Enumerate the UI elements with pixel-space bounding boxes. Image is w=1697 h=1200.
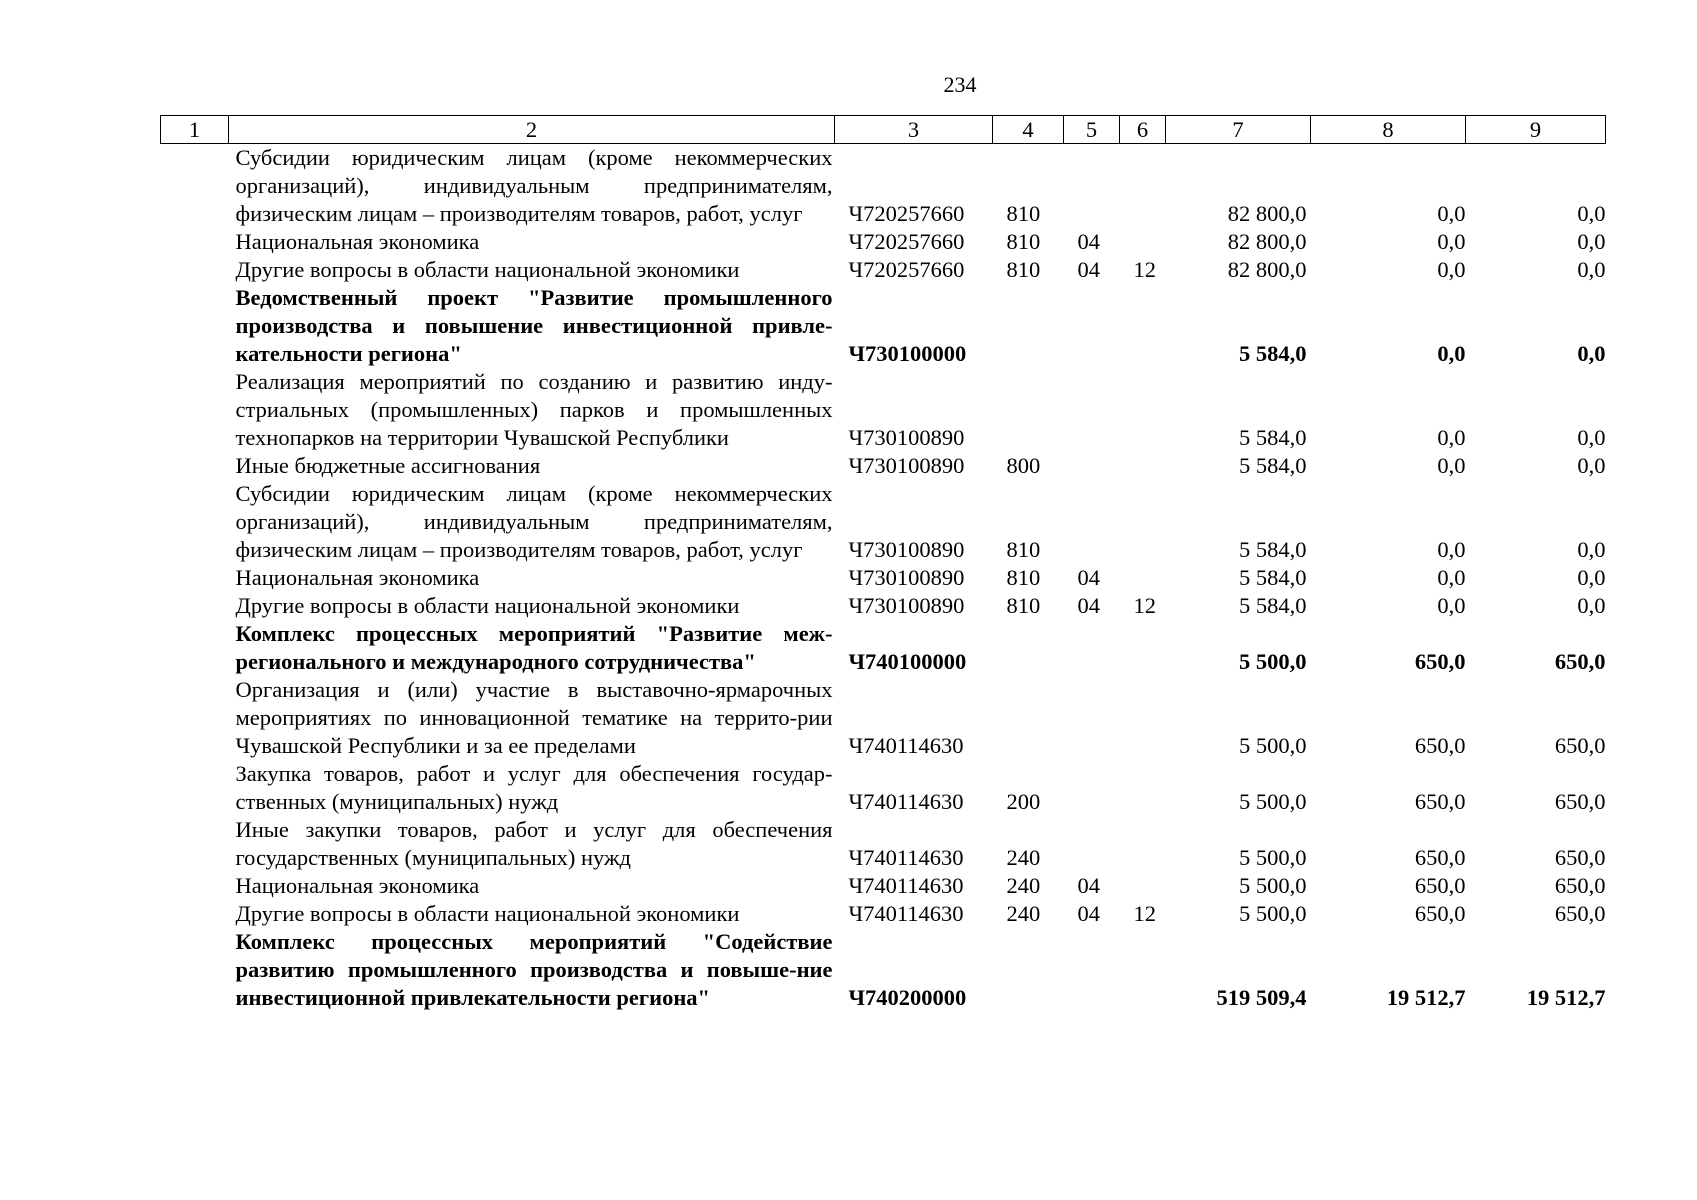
- row-section: [1064, 760, 1120, 816]
- row-subsection: [1120, 564, 1166, 592]
- row-amount-col-9: 0,0: [1577, 565, 1606, 590]
- row-amount-col-9: 650,0: [1554, 901, 1606, 926]
- header-col-7: 7: [1166, 116, 1311, 144]
- header-col-5: 5: [1064, 116, 1120, 144]
- row-expense-type: 240: [1006, 873, 1041, 898]
- row-name: Национальная экономика: [235, 873, 480, 898]
- row-target-code: Ч730100000: [848, 341, 967, 366]
- row-col-1: [161, 564, 229, 592]
- row-amount-col-8: 650,0: [1414, 733, 1466, 758]
- row-name: Ведомственный проект "Развитие промышленного производства и повышение инвестиционной привле-кательности региона": [235, 285, 833, 366]
- row-subsection: 12: [1133, 901, 1156, 926]
- row-col-1: [161, 676, 229, 760]
- table-body: [161, 144, 1606, 1013]
- row-name: Другие вопросы в области национальной экономики: [235, 593, 740, 618]
- row-target-code: Ч740200000: [848, 985, 967, 1010]
- row-amount-col-7: 519 509,4: [1216, 985, 1307, 1010]
- row-expense-type: 240: [1006, 901, 1041, 926]
- row-amount-col-7: 82 800,0: [1227, 257, 1307, 282]
- page-number: 234: [943, 72, 977, 97]
- row-target-code: Ч730100890: [848, 453, 965, 478]
- row-section: [1064, 368, 1120, 452]
- row-amount-col-9: 19 512,7: [1526, 985, 1606, 1010]
- row-target-code: Ч730100890: [848, 425, 965, 450]
- row-name: Национальная экономика: [235, 565, 480, 590]
- row-amount-col-9: 0,0: [1577, 229, 1606, 254]
- row-expense-type: 810: [1006, 201, 1041, 226]
- row-amount-col-9: 0,0: [1577, 537, 1606, 562]
- row-col-1: [161, 592, 229, 620]
- row-section: [1064, 676, 1120, 760]
- row-expense-type: [993, 620, 1064, 676]
- table-row: [161, 872, 1606, 900]
- row-col-1: [161, 760, 229, 816]
- row-amount-col-8: 650,0: [1414, 789, 1466, 814]
- budget-table-container: [160, 115, 1605, 1012]
- row-section: 04: [1077, 593, 1100, 618]
- row-target-code: Ч720257660: [848, 201, 965, 226]
- row-subsection: [1120, 144, 1166, 229]
- row-amount-col-7: 5 500,0: [1239, 901, 1307, 926]
- row-amount-col-8: 650,0: [1414, 901, 1466, 926]
- table-row: [161, 368, 1606, 452]
- row-amount-col-8: 0,0: [1437, 453, 1466, 478]
- row-amount-col-9: 650,0: [1554, 789, 1606, 814]
- table-row: [161, 284, 1606, 368]
- row-amount-col-8: 0,0: [1437, 229, 1466, 254]
- row-amount-col-7: 5 584,0: [1239, 537, 1307, 562]
- row-amount-col-8: 0,0: [1437, 201, 1466, 226]
- row-amount-col-8: 0,0: [1437, 593, 1466, 618]
- row-col-1: [161, 228, 229, 256]
- row-amount-col-7: 5 584,0: [1239, 565, 1307, 590]
- header-col-4: 4: [993, 116, 1064, 144]
- row-name: Иные бюджетные ассигнования: [235, 453, 541, 478]
- table-row: [161, 480, 1606, 564]
- row-amount-col-9: 0,0: [1577, 341, 1606, 366]
- row-name: Комплекс процессных мероприятий "Содействие развитию промышленного производства и повыше-ние инвестиционной привлекательности региона": [235, 929, 833, 1010]
- header-col-2: 2: [229, 116, 835, 144]
- table-row: [161, 228, 1606, 256]
- header-col-6: 6: [1120, 116, 1166, 144]
- table-row: [161, 760, 1606, 816]
- row-section: [1064, 816, 1120, 872]
- row-name: Субсидии юридическим лицам (кроме некоммерческих организаций), индивидуальным предпринимателям, физическим лицам – производителям товаров, работ, услуг: [235, 145, 833, 226]
- row-subsection: [1120, 760, 1166, 816]
- row-amount-col-8: 0,0: [1437, 257, 1466, 282]
- row-amount-col-7: 5 500,0: [1239, 789, 1307, 814]
- header-col-1: 1: [161, 116, 229, 144]
- row-name: Субсидии юридическим лицам (кроме некоммерческих организаций), индивидуальным предпринимателям, физическим лицам – производителям товаров, работ, услуг: [235, 481, 833, 562]
- row-amount-col-8: 0,0: [1437, 565, 1466, 590]
- row-amount-col-9: 0,0: [1577, 201, 1606, 226]
- row-target-code: Ч720257660: [848, 229, 965, 254]
- row-col-1: [161, 284, 229, 368]
- header-col-8: 8: [1311, 116, 1466, 144]
- row-amount-col-8: 0,0: [1437, 341, 1466, 366]
- row-expense-type: [993, 368, 1064, 452]
- row-col-1: [161, 928, 229, 1012]
- row-name: Комплекс процессных мероприятий "Развитие меж-регионального и международного сотрудничества": [235, 621, 833, 674]
- row-section: [1064, 480, 1120, 564]
- row-amount-col-8: 19 512,7: [1386, 985, 1466, 1010]
- row-amount-col-7: 5 584,0: [1239, 425, 1307, 450]
- row-expense-type: 200: [1006, 789, 1041, 814]
- row-expense-type: 810: [1006, 537, 1041, 562]
- row-amount-col-8: 650,0: [1414, 649, 1466, 674]
- row-name: Национальная экономика: [235, 229, 480, 254]
- row-col-1: [161, 368, 229, 452]
- table-row: [161, 144, 1606, 229]
- row-section: 04: [1077, 257, 1100, 282]
- row-expense-type: 810: [1006, 229, 1041, 254]
- row-name: Реализация мероприятий по созданию и развитию инду-стриальных (промышленных) парков и промышленных технопарков на территории Чувашской Республики: [235, 369, 833, 450]
- row-amount-col-7: 82 800,0: [1227, 229, 1307, 254]
- table-row: [161, 256, 1606, 284]
- row-section: 04: [1077, 565, 1100, 590]
- table-row: [161, 564, 1606, 592]
- table-row: [161, 816, 1606, 872]
- row-amount-col-7: 5 584,0: [1239, 341, 1307, 366]
- row-amount-col-7: 5 584,0: [1239, 593, 1307, 618]
- table-row: [161, 452, 1606, 480]
- header-col-9: 9: [1466, 116, 1606, 144]
- row-amount-col-7: 5 500,0: [1239, 649, 1307, 674]
- row-name: Иные закупки товаров, работ и услуг для обеспечения государственных (муниципальных) нужд: [235, 817, 833, 870]
- row-target-code: Ч740114630: [848, 733, 964, 758]
- row-subsection: 12: [1133, 593, 1156, 618]
- row-amount-col-9: 0,0: [1577, 257, 1606, 282]
- row-section: 04: [1077, 229, 1100, 254]
- row-target-code: Ч740114630: [848, 789, 964, 814]
- row-subsection: [1120, 368, 1166, 452]
- table-header: [161, 116, 1606, 144]
- row-target-code: Ч730100890: [848, 537, 965, 562]
- row-name: Другие вопросы в области национальной экономики: [235, 901, 740, 926]
- row-target-code: Ч740114630: [848, 901, 964, 926]
- row-section: [1064, 144, 1120, 229]
- row-section: 04: [1077, 901, 1100, 926]
- row-target-code: Ч730100890: [848, 565, 965, 590]
- table-row: [161, 928, 1606, 1012]
- row-amount-col-9: 0,0: [1577, 593, 1606, 618]
- row-subsection: [1120, 228, 1166, 256]
- row-subsection: [1120, 816, 1166, 872]
- row-section: [1064, 452, 1120, 480]
- row-section: [1064, 284, 1120, 368]
- row-col-1: [161, 144, 229, 229]
- row-target-code: Ч740114630: [848, 873, 964, 898]
- table-row: [161, 900, 1606, 928]
- row-col-1: [161, 900, 229, 928]
- table-row: [161, 676, 1606, 760]
- header-col-3: 3: [835, 116, 993, 144]
- row-expense-type: 810: [1006, 565, 1041, 590]
- row-name: Другие вопросы в области национальной экономики: [235, 257, 740, 282]
- row-amount-col-9: 0,0: [1577, 425, 1606, 450]
- row-subsection: [1120, 452, 1166, 480]
- row-target-code: Ч720257660: [848, 257, 965, 282]
- row-amount-col-9: 0,0: [1577, 453, 1606, 478]
- row-subsection: [1120, 620, 1166, 676]
- row-amount-col-7: 5 584,0: [1239, 453, 1307, 478]
- row-col-1: [161, 816, 229, 872]
- table-row: [161, 620, 1606, 676]
- row-col-1: [161, 256, 229, 284]
- row-amount-col-8: 0,0: [1437, 537, 1466, 562]
- row-name: Закупка товаров, работ и услуг для обеспечения государ-ственных (муниципальных) нужд: [235, 761, 833, 814]
- row-col-1: [161, 452, 229, 480]
- row-subsection: [1120, 872, 1166, 900]
- row-subsection: [1120, 480, 1166, 564]
- row-amount-col-8: 650,0: [1414, 845, 1466, 870]
- row-subsection: [1120, 284, 1166, 368]
- row-subsection: [1120, 676, 1166, 760]
- row-target-code: Ч740100000: [848, 649, 967, 674]
- row-amount-col-9: 650,0: [1554, 733, 1606, 758]
- row-col-1: [161, 480, 229, 564]
- row-expense-type: 810: [1006, 257, 1041, 282]
- row-col-1: [161, 620, 229, 676]
- row-amount-col-8: 650,0: [1414, 873, 1466, 898]
- row-amount-col-7: 5 500,0: [1239, 873, 1307, 898]
- row-expense-type: 240: [1006, 845, 1041, 870]
- row-target-code: Ч730100890: [848, 593, 965, 618]
- row-expense-type: 810: [1006, 593, 1041, 618]
- row-subsection: 12: [1133, 257, 1156, 282]
- row-amount-col-9: 650,0: [1554, 649, 1606, 674]
- row-amount-col-7: 5 500,0: [1239, 733, 1307, 758]
- row-target-code: Ч740114630: [848, 845, 964, 870]
- row-amount-col-7: 5 500,0: [1239, 845, 1307, 870]
- row-expense-type: [993, 676, 1064, 760]
- row-amount-col-9: 650,0: [1554, 873, 1606, 898]
- table-row: [161, 592, 1606, 620]
- row-section: [1064, 928, 1120, 1012]
- budget-table: [160, 115, 1606, 1012]
- row-expense-type: [993, 284, 1064, 368]
- row-expense-type: [993, 928, 1064, 1012]
- row-section: [1064, 620, 1120, 676]
- row-col-1: [161, 872, 229, 900]
- row-amount-col-8: 0,0: [1437, 425, 1466, 450]
- row-amount-col-9: 650,0: [1554, 845, 1606, 870]
- row-subsection: [1120, 928, 1166, 1012]
- row-expense-type: 800: [1006, 453, 1041, 478]
- row-amount-col-7: 82 800,0: [1227, 201, 1307, 226]
- row-section: 04: [1077, 873, 1100, 898]
- row-name: Организация и (или) участие в выставочно-ярмарочных мероприятиях по инновационной тематике на террито-рии Чувашской Республики и за ее пределами: [235, 677, 833, 758]
- header-row: [161, 116, 1606, 144]
